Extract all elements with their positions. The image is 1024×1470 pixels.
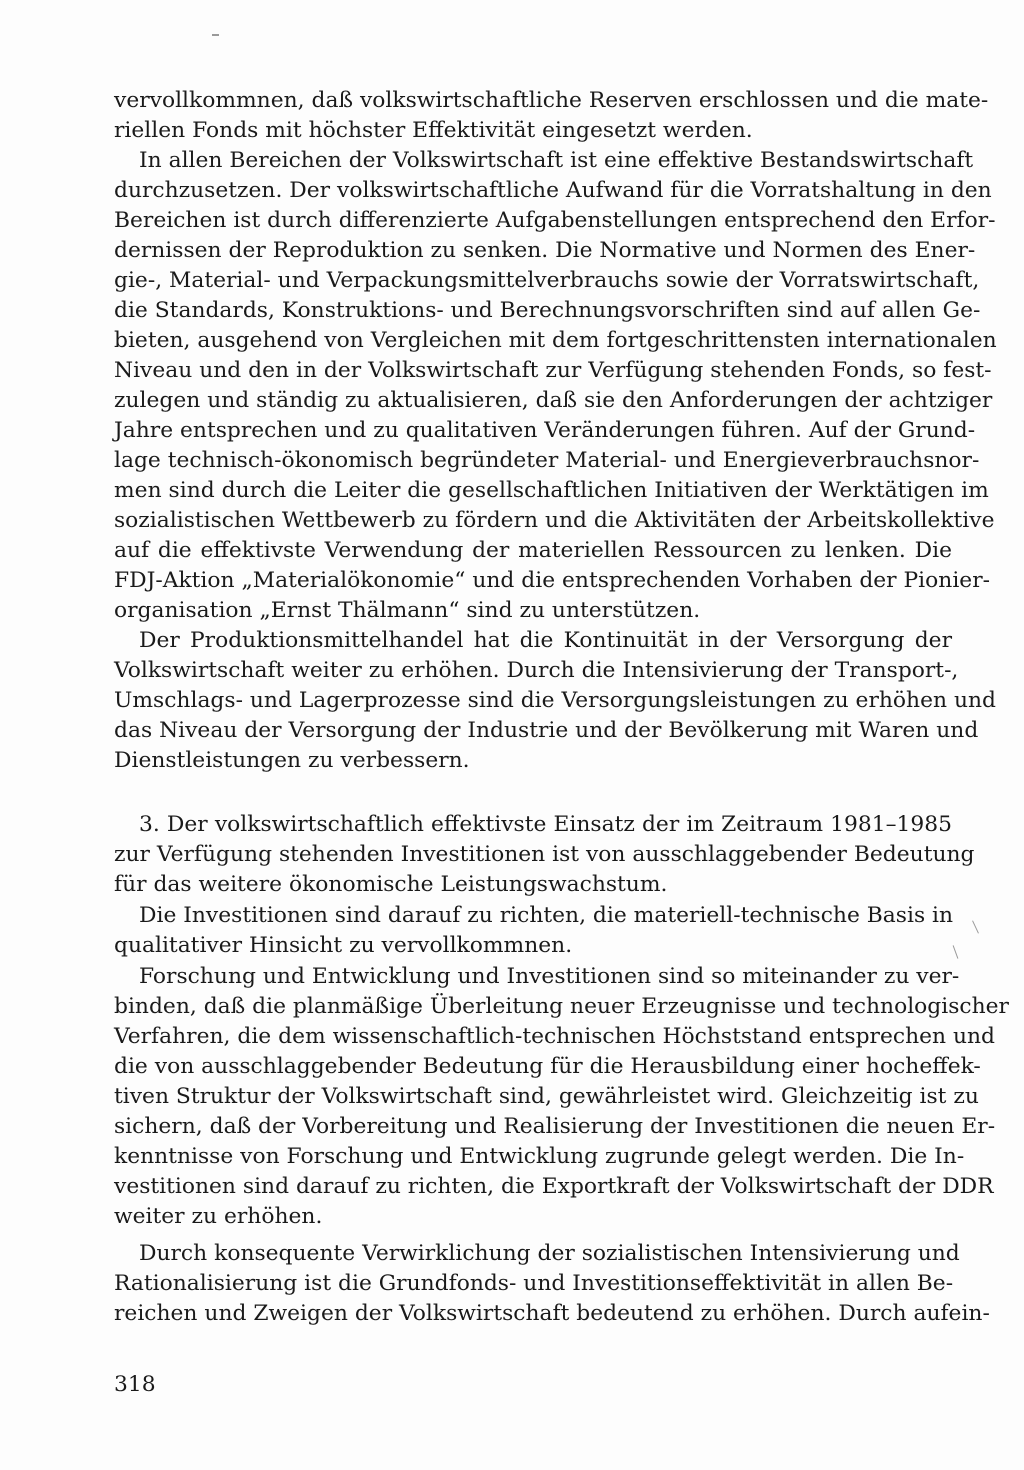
- text-line: FDJ-Aktion „Materialökonomie“ und die entsprechenden Vorhaben der Pionier-: [114, 568, 990, 593]
- text-line: Umschlags- und Lagerprozesse sind die Versorgungsleistungen zu erhöhen und: [114, 688, 996, 713]
- text-line: kenntnisse von Forschung und Entwicklung zugrunde gelegt werden. Die In-: [114, 1144, 965, 1169]
- text-line: binden, daß die planmäßige Überleitung neuer Erzeugnisse und technologischer: [114, 994, 1009, 1019]
- text-line: zulegen und ständig zu aktualisieren, daß sie den Anforderungen der achtziger: [114, 388, 993, 413]
- text-line: sozialistischen Wettbewerb zu fördern und die Aktivitäten der Arbeitskollektive: [114, 508, 995, 533]
- text-line: die Standards, Konstruktions- und Berechnungsvorschriften sind auf allen Ge-: [114, 298, 981, 323]
- scan-speck: [972, 920, 979, 933]
- text-line: durchzusetzen. Der volkswirtschaftliche Aufwand für die Vorratshaltung in den: [114, 178, 992, 203]
- text-line: sichern, daß der Vorbereitung und Realisierung der Investitionen die neuen Er-: [114, 1114, 996, 1139]
- text-line: organisation „Ernst Thälmann“ sind zu unterstützen.: [114, 598, 701, 623]
- text-line: das Niveau der Versorgung der Industrie und der Bevölkerung mit Waren und: [114, 718, 979, 743]
- text-line: Dienstleistungen zu verbessern.: [114, 748, 470, 773]
- text-line: 3. Der volkswirtschaftlich effektivste Einsatz der im Zeitraum 1981–1985: [139, 812, 952, 837]
- page-number: 318: [114, 1372, 156, 1397]
- text-line: für das weitere ökonomische Leistungswachstum.: [114, 872, 668, 897]
- text-line: Forschung und Entwicklung und Investitionen sind so miteinander zu ver-: [139, 964, 960, 989]
- text-line: Die Investitionen sind darauf zu richten, die materiell-technische Basis in: [139, 903, 954, 928]
- text-line: weiter zu erhöhen.: [114, 1204, 323, 1229]
- scan-speck: [953, 945, 959, 958]
- text-line: auf die effektivste Verwendung der materiellen Ressourcen zu lenken. Die: [114, 538, 952, 563]
- text-line: gie-, Material- und Verpackungsmittelverbrauchs sowie der Vorratswirtschaft,: [114, 268, 980, 293]
- text-line: dernissen der Reproduktion zu senken. Die Normative und Normen des Ener-: [114, 238, 976, 263]
- text-line: Niveau und den in der Volkswirtschaft zur Verfügung stehenden Fonds, so fest-: [114, 358, 992, 383]
- text-line: bieten, ausgehend von Vergleichen mit dem fortgeschrittensten internationalen: [114, 328, 997, 353]
- text-line: Rationalisierung ist die Grundfonds- und Investitionseffektivität in allen Be-: [114, 1271, 954, 1296]
- text-line: In allen Bereichen der Volkswirtschaft ist eine effektive Bestandswirtschaft: [139, 148, 974, 173]
- text-line: die von ausschlaggebender Bedeutung für die Herausbildung einer hocheffek-: [114, 1054, 981, 1079]
- text-line: qualitativer Hinsicht zu vervollkommnen.: [114, 933, 573, 958]
- text-line: zur Verfügung stehenden Investitionen ist von ausschlaggebender Bedeutung: [114, 842, 975, 867]
- text-line: Jahre entsprechen und zu qualitativen Veränderungen führen. Auf der Grund-: [114, 418, 976, 443]
- text-line: Verfahren, die dem wissenschaftlich-technischen Höchststand entsprechen und: [114, 1024, 996, 1049]
- text-line: lage technisch-ökonomisch begründeter Material- und Energieverbrauchsnor-: [114, 448, 980, 473]
- text-line: tiven Struktur der Volkswirtschaft sind, gewährleistet wird. Gleichzeitig ist zu: [114, 1084, 979, 1109]
- text-line: Bereichen ist durch differenzierte Aufgabenstellungen entsprechend den Erfor-: [114, 208, 996, 233]
- text-line: riellen Fonds mit höchster Effektivität eingesetzt werden.: [114, 118, 753, 143]
- text-line: reichen und Zweigen der Volkswirtschaft bedeutend zu erhöhen. Durch aufein-: [114, 1301, 990, 1326]
- text-line: Der Produktionsmittelhandel hat die Kontinuität in der Versorgung der: [139, 628, 952, 653]
- text-line: vervollkommnen, daß volkswirtschaftliche Reserven erschlossen und die mate-: [114, 88, 989, 113]
- text-line: Volkswirtschaft weiter zu erhöhen. Durch die Intensivierung der Transport-,: [114, 658, 959, 683]
- scan-speck: [212, 34, 219, 36]
- text-line: men sind durch die Leiter die gesellschaftlichen Initiativen der Werktätigen im: [114, 478, 989, 503]
- text-line: Durch konsequente Verwirklichung der sozialistischen Intensivierung und: [139, 1241, 960, 1266]
- text-line: vestitionen sind darauf zu richten, die Exportkraft der Volkswirtschaft der DDR: [114, 1174, 994, 1199]
